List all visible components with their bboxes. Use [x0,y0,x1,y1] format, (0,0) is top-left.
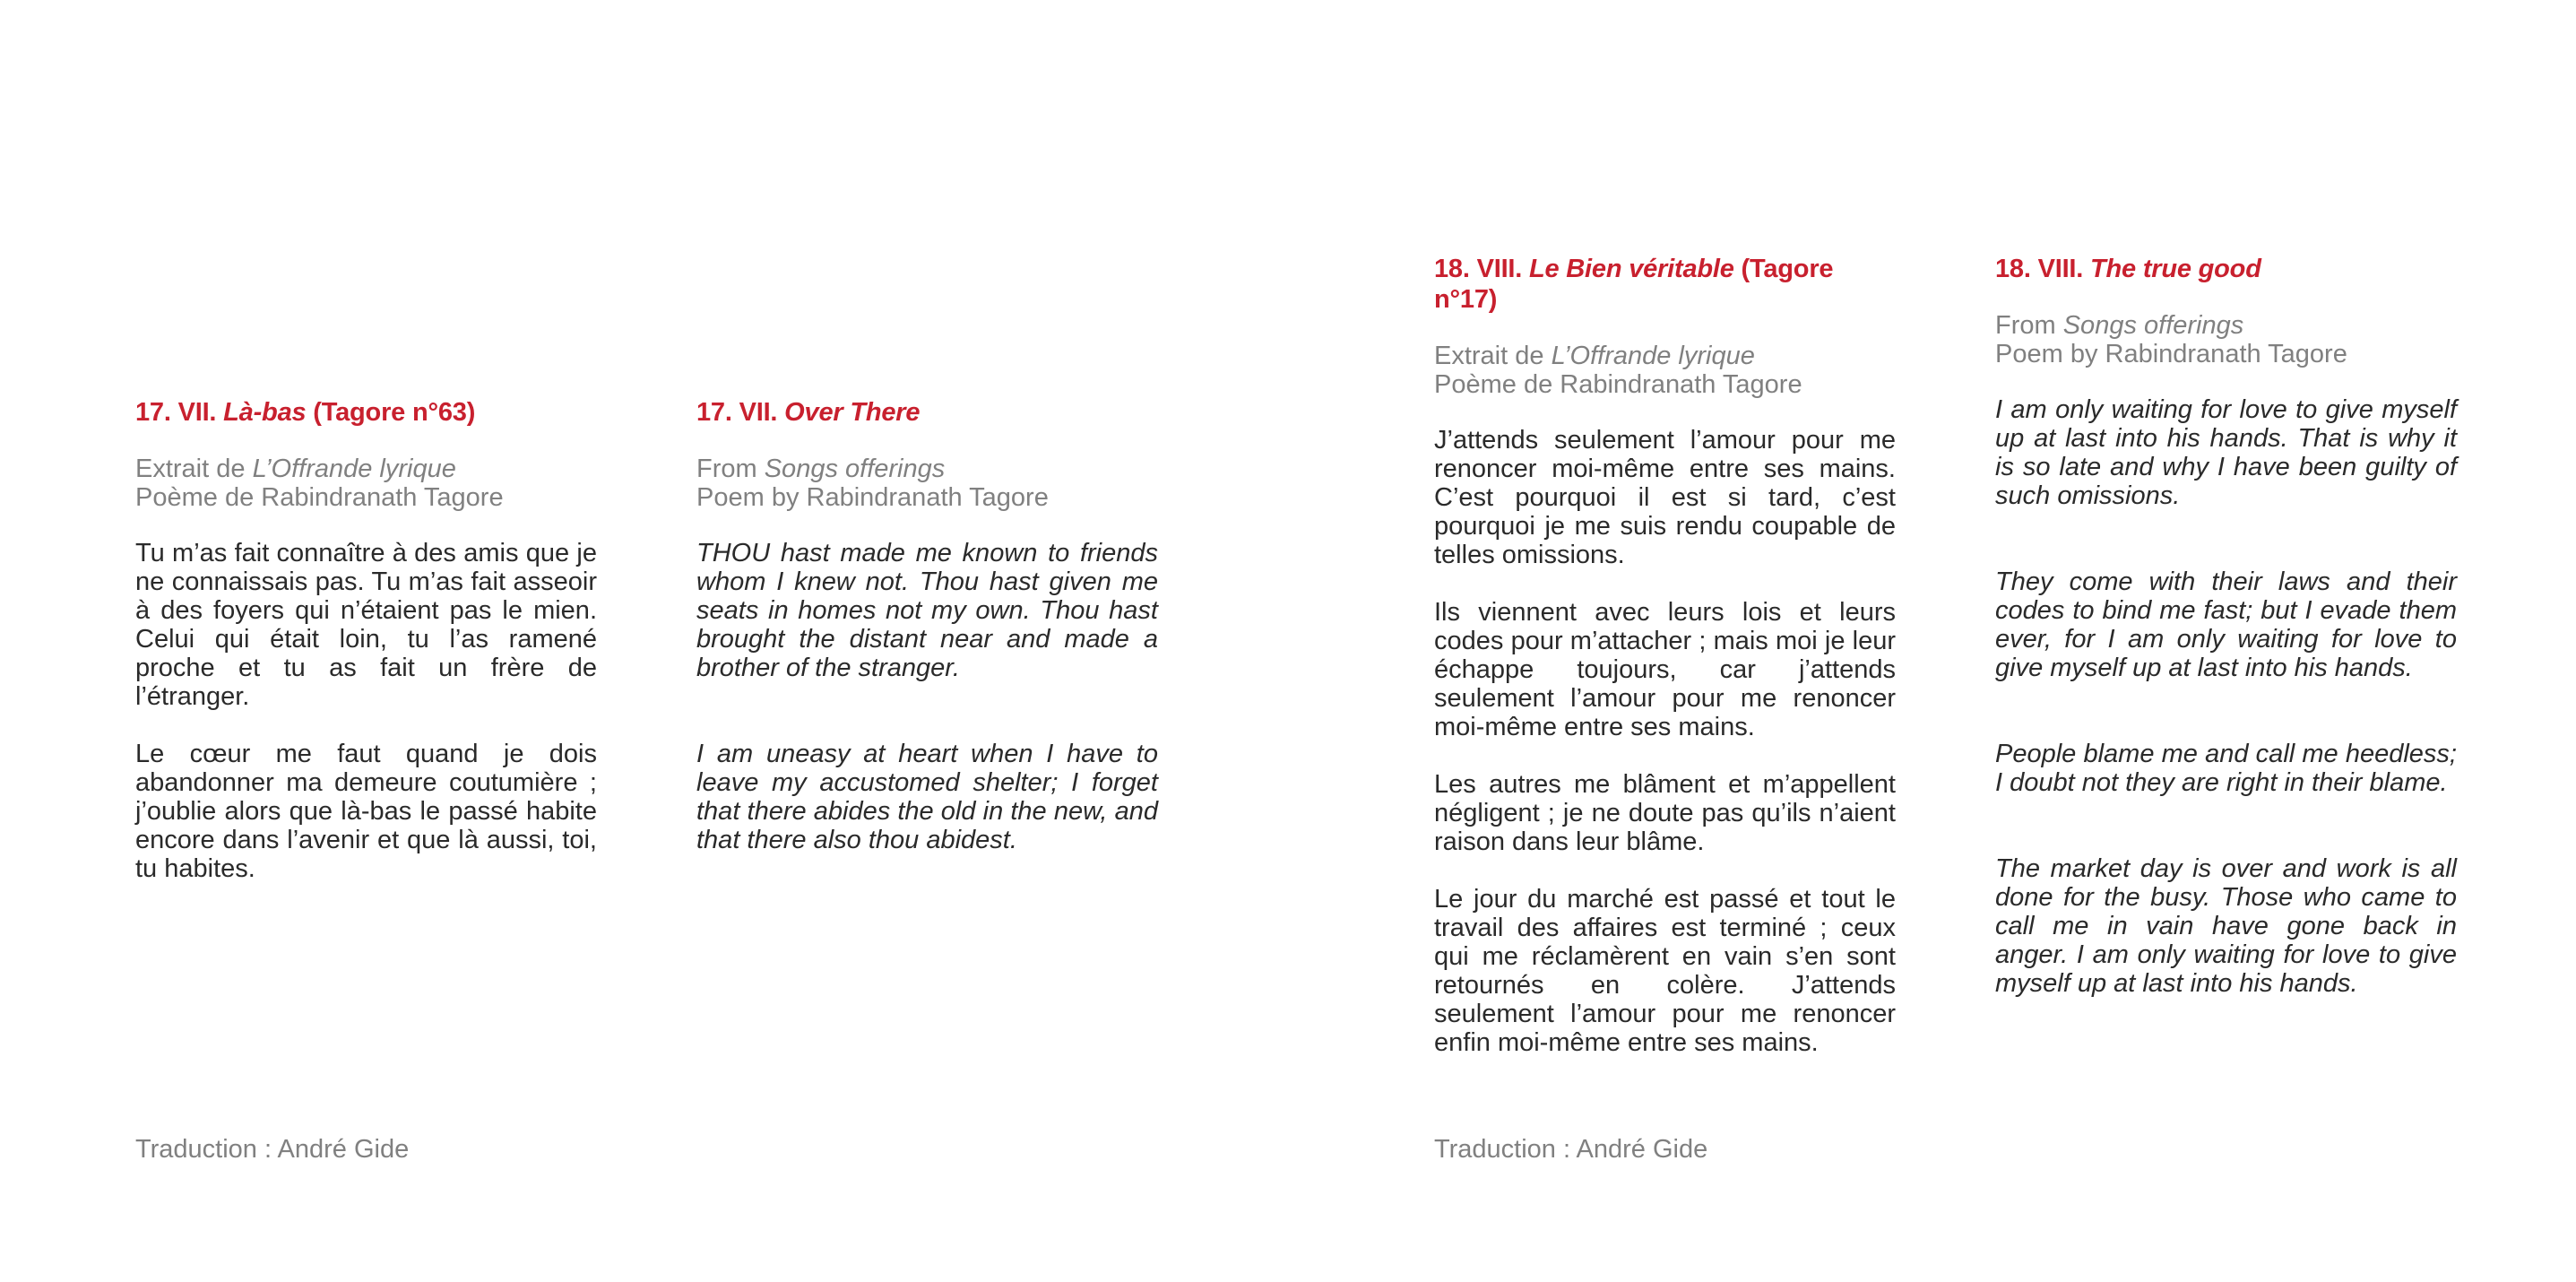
poem-title-text: Over There [784,398,921,427]
book-title: Songs offerings [2062,311,2244,340]
poem-title [135,397,597,428]
book-title: L’Offrande lyrique [1551,342,1755,370]
poem-paragraph: Le jour du marché est passé et tout le travail des affaires est terminé ; ceux qui me réclamèrent en vain s’en sont retournés en colère. J’attends seulement l’amour pour me renoncer enfin moi-même entre ses mains. [1434,885,1896,1057]
poem-paragraph: The market day is over and work is all done for the busy. Those who came to call me in vain have gone back in anger. I am only waiting for love to give myself up at last into his hands. [1995,854,2457,998]
poem-number: 17. VII. [696,398,785,427]
poem-body [1995,395,2457,998]
author-line: Poem by Rabindranath Tagore [696,483,1049,512]
poem-paragraph: I am only waiting for love to give myself up at last into his hands. That is why it is so late and why I have been guilty of such omissions. [1995,395,2457,510]
poem-paragraph: They come with their laws and their codes to bind me fast; but I evade them ever, for I am only waiting for love to give myself up at last into his hands. [1995,567,2457,682]
poem-body [696,539,1158,854]
translation-credit: Traduction : André Gide [135,1135,410,1164]
book-title: Songs offerings [764,455,946,483]
poem-paragraph: THOU hast made me known to friends whom I knew not. Thou hast given me seats in homes not my own. Thou hast brought the distant near and made a brother of the stranger. [696,539,1158,682]
poem-title-text: Le Bien véritable [1529,255,1734,283]
poem-column-fr-labas [135,397,597,883]
poem-title [1995,254,2457,284]
source-line: Extrait de L’Offrande lyrique [1434,342,1755,370]
author-line: Poem by Rabindranath Tagore [1995,340,2347,368]
poem-title [1434,254,1896,315]
poem-source [1434,342,1896,399]
author-line: Poème de Rabindranath Tagore [1434,370,1802,399]
poem-reference: (Tagore n°17) [1434,255,1834,314]
source-line: Extrait de L’Offrande lyrique [135,455,456,483]
poem-paragraph: I am uneasy at heart when I have to leave my accustomed shelter; I forget that there abides the old in the new, and that there also thou abidest. [696,740,1158,854]
poem-source [1995,311,2457,368]
poem-number: 17. VII. [135,398,224,427]
poem-paragraph: Les autres me blâment et m’appellent négligent ; je ne doute pas qu’ils n’aient raison dans leur blâme. [1434,770,1896,856]
poem-paragraph: J’attends seulement l’amour pour me renoncer moi-même entre ses mains. C’est pourquoi il est si tard, c’est pourquoi je me suis rendu coupable de telles omissions. [1434,426,1896,569]
poem-reference: (Tagore n°63) [306,398,476,427]
poem-paragraph: Tu m’as fait connaître à des amis que je ne connaissais pas. Tu m’as fait asseoir à des foyers qui n’étaient pas le mien. Celui qui était loin, tu l’as ramené proche et tu as fait un frère de l’étranger. [135,539,597,711]
source-line: From Songs offerings [696,455,946,483]
author-line: Poème de Rabindranath Tagore [135,483,504,512]
poem-title-text: The true good [2090,255,2261,283]
poem-body [1434,426,1896,1057]
source-line: From Songs offerings [1995,311,2244,340]
poem-source [135,455,597,512]
poem-column-en-over-there [696,397,1158,854]
poem-paragraph: Le cœur me faut quand je dois abandonner ma demeure coutumière ; j’oublie alors que là-bas le passé habite encore dans l’avenir et que là aussi, toi, tu habites. [135,740,597,883]
poem-paragraph: People blame me and call me heedless; I doubt not they are right in their blame. [1995,740,2457,797]
poem-column-fr-bien-veritable [1434,254,1896,1057]
poem-title [696,397,1158,428]
poem-paragraph: Ils viennent avec leurs lois et leurs codes pour m’attacher ; mais moi je leur échappe toujours, car j’attends seulement l’amour pour me renoncer moi-même entre ses mains. [1434,598,1896,741]
poem-title-text: Là-bas [223,398,307,427]
translation-credit: Traduction : André Gide [1434,1135,1708,1164]
poem-body [135,539,597,883]
book-title: L’Offrande lyrique [252,455,456,483]
poem-number: 18. VIII. [1434,255,1529,283]
poem-column-en-true-good [1995,254,2457,998]
poem-number: 18. VIII. [1995,255,2090,283]
poem-source [696,455,1158,512]
